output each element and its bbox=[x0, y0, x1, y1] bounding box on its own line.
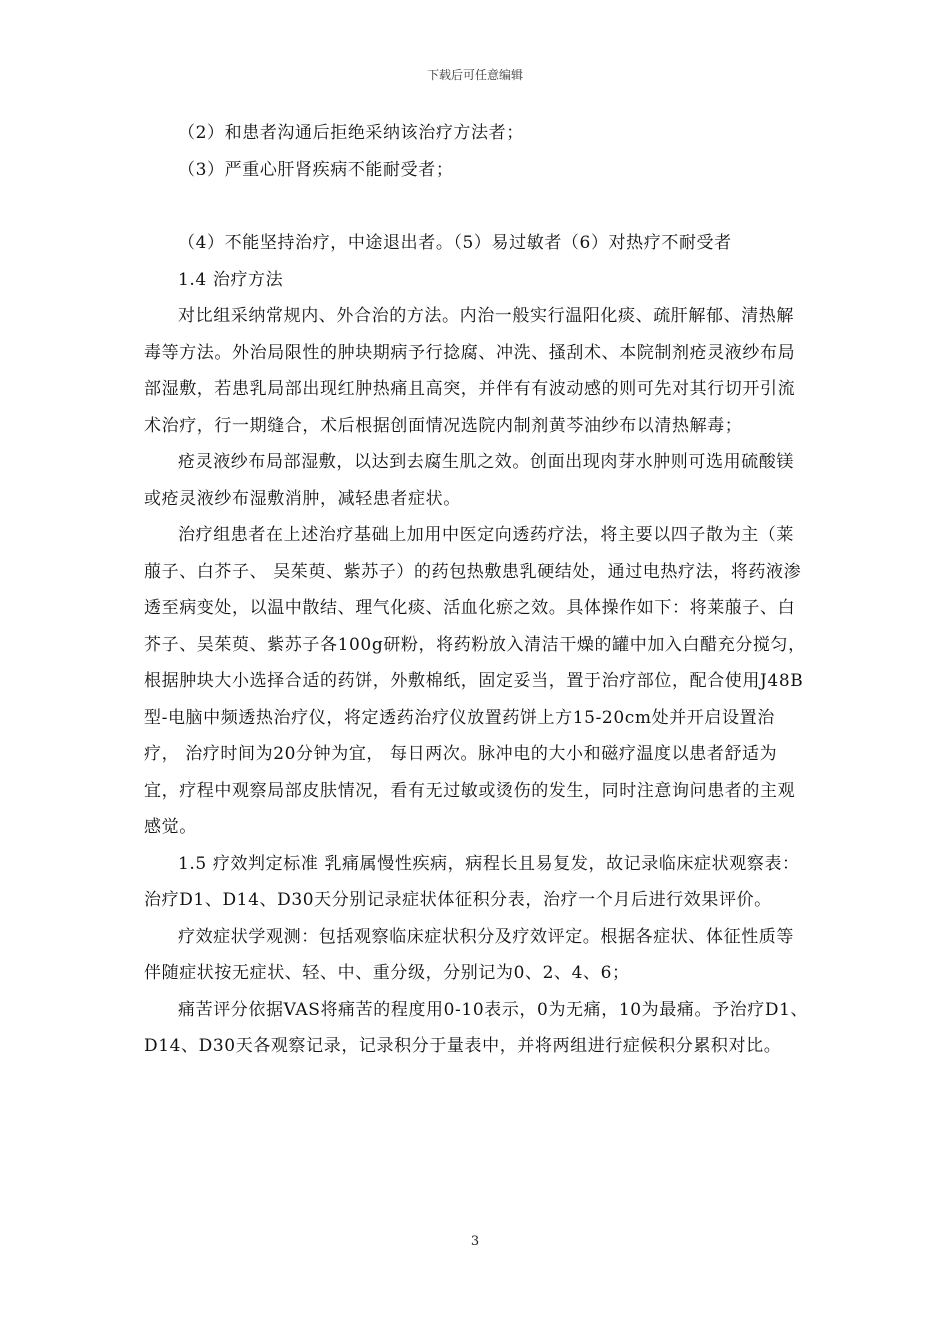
paragraph-pain-score: 痛苦评分依据VAS将痛苦的程度用0-10表示，0为无痛，10为最痛。予治疗D1、D14、D30天各观察记录，记录积分于量表中，并将两组进行症候积分累积对比。 bbox=[144, 999, 809, 1056]
page-header: 下载后可任意编辑 bbox=[426, 68, 523, 82]
paragraph-exclusion-3: （3）严重心肝肾疾病不能耐受者； bbox=[178, 159, 454, 180]
paragraph-treatment-group: 治疗组患者在上述治疗基础上加用中医定向透药疗法，将主要以四子散为主（莱菔子、白芥子、 吴茱萸、紫苏子）的药包热敷患乳硬结处，通过电热疗法，将药液渗透至病变处，以温中散结、理气化痰、活血化瘀之效。具体操作如下：将莱菔子、白芥子、吴茱萸、紫苏子各100g研粉，将药粉放入清洁干燥的罐中加入白醋充分搅匀，根据肿块大小选择合适的药饼，外敷棉纸，固定妥当，置于治疗部位，配合使用J48B 型-电脑中频透热治疗仪，将定透药治疗仪放置药饼上方15-20cm处并开启设置治疗， 治疗时间为20分钟为宜， 每日两次。脉冲电的大小和磁疗温度以患者舒适为宜，疗程中观察局部皮肤情况，看有无过敏或烫伤的发生，同时注意询问患者的主观感觉。 bbox=[144, 525, 806, 837]
document-body bbox=[144, 115, 809, 1065]
paragraph-wet-compress: 疮灵液纱布局部湿敷，以达到去腐生肌之效。创面出现肉芽水肿则可选用硫酸镁或疮灵液纱布湿敷消肿，减轻患者症状。 bbox=[144, 452, 794, 509]
section-heading-1-4: 1.4 治疗方法 bbox=[178, 269, 284, 290]
paragraph-control-group: 对比组采纳常规内、外合治的方法。内治一般实行温阳化痰、疏肝解郁、清热解毒等方法。外治局限性的肿块期病予行捻腐、冲洗、搔刮术、本院制剂疮灵液纱布局部湿敷，若患乳局部出现红肿热痛且高突，并伴有有波动感的则可先对其行切开引流术治疗，行一期缝合，术后根据创面情况选院内制剂黄芩油纱布以清热解毒； bbox=[144, 306, 796, 436]
paragraph-efficacy-observation: 疗效症状学观测：包括观察临床症状积分及疗效评定。根据各症状、体征性质等伴随症状按无症状、轻、中、重分级，分别记为0、2、4、6； bbox=[144, 926, 794, 983]
blank-line bbox=[144, 188, 809, 225]
paragraph-exclusion-4-6: （4）不能坚持治疗，中途退出者。（5）易过敏者（6）对热疗不耐受者 bbox=[178, 233, 732, 253]
page-number: 3 bbox=[470, 1234, 480, 1249]
paragraph-exclusion-2: （2）和患者沟通后拒绝采纳该治疗方法者； bbox=[178, 123, 524, 143]
section-heading-1-5: 1.5 疗效判定标准 乳痛属慢性疾病，病程长且易复发，故记录临床症状观察表：治疗D1、D14、D30天分别记录症状体征积分表，治疗一个月后进行效果评价。 bbox=[144, 853, 800, 910]
